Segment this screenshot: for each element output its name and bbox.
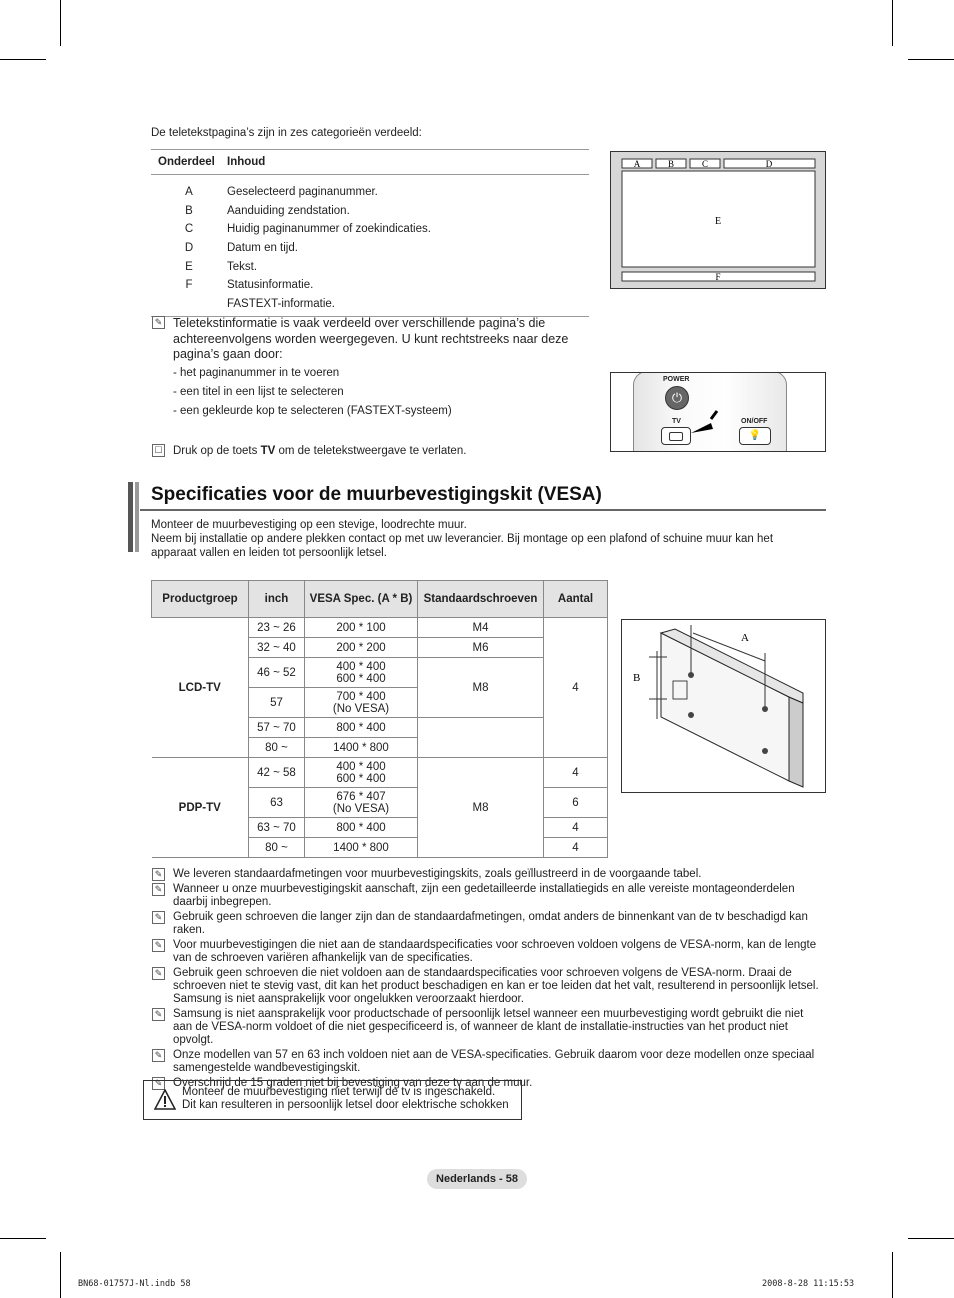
note-text: Onze modellen van 57 en 63 inch voldoen niet aan de VESA-specificaties. Gebruik daarom voor deze modellen onze speciaal samengestelde wandbevestigingskit. [173,1049,815,1074]
table-header [151,150,589,175]
tv-label: TV [672,418,681,425]
header-group: Productgroep [152,581,249,618]
note-icon: ✎ [152,316,165,329]
cell-screw: M4 [418,618,544,638]
row-part: E [185,260,193,273]
row-part: A [185,186,193,199]
footer-file: BN68-01757J-Nl.indb 58 [78,1279,191,1289]
row-part: B [185,204,193,217]
note-icon: ☐ [152,444,165,457]
note-text: Overschrijd de 15 graden niet bij bevestiging van deze tv aan de muur. [173,1077,533,1089]
warning-line: Dit kan resulteren in persoonlijk letsel door elektrische schokken [182,1099,509,1111]
note-icon: ✎ [152,1049,165,1062]
note-text: Wanneer u onze muurbevestigingskit aanschaft, zijn een gedetailleerde installatiegids en alle vereiste montageonderdelen daarbij inbegrepen. [173,883,795,908]
teletext-table [151,149,589,317]
note-bullet: - het paginanummer in te voeren [173,366,340,379]
note-text: Voor muurbevestigingen die niet aan de standaardspecificaties voor schroeven voldoen volgens de VESA-norm, kan de lengte van de schroeven variëren afhankelijk van de specificaties. [173,939,817,964]
light-icon: 💡 [739,427,771,445]
row-content: Statusinformatie. [227,279,314,292]
notes-list [152,868,822,1092]
row-content: FASTEXT-informatie. [227,297,336,310]
cell-inch: 57 [249,688,305,718]
exit-note-after: om de teletekstweergave te verlaten. [275,445,467,457]
row-part: D [184,242,194,255]
label-b: B [667,159,675,169]
exit-note-key: TV [260,445,276,457]
teletext-note [152,316,592,421]
cell-spec: 676 * 407 (No VESA) [305,788,418,818]
label-e: E [714,216,722,227]
row-part: F [185,279,193,292]
cell-spec: 1400 * 800 [305,838,418,858]
power-label: POWER [663,376,690,383]
title-underline [140,509,826,511]
onoff-label: ON/OFF [741,418,768,425]
crop-mark [60,1252,61,1298]
header-inch: inch [249,581,305,618]
crop-mark [0,1238,46,1239]
table-row [151,257,589,276]
label-a: A [741,632,749,644]
cell-spec: 200 * 200 [305,638,418,658]
note-icon: ✎ [152,1008,165,1021]
cell-screw: M8 [418,758,544,858]
crop-mark [0,59,46,60]
cell-spec: 800 * 400 [305,718,418,738]
label-b: B [633,672,641,684]
pointer-arrow-icon [689,409,725,439]
note-bullet: - een gekleurde kop te selecteren (FASTEXT-systeem) [173,404,452,417]
note-icon: ✎ [152,911,165,924]
note-text: Gebruik geen schroeven die niet voldoen aan de standaardspecificaties voor schroeven volgens de VESA-norm. Draai de schroeven niet te stevig vast, dit kan het product beschadigen en kan er toe leiden dat het valt, resulterend in persoonlijk letsel. Samsung is niet aansprakelijk voor ongelukken veroorzaakt hierdoor. [173,967,819,1005]
page-label: Nederlands - 58 [427,1169,527,1189]
note-icon: ✎ [152,939,165,952]
tv-mount-diagram [621,619,826,793]
note-text: Gebruik geen schroeven die langer zijn dan de standaardafmetingen, omdat anders de binnenkant van de tv beschadigd kan raken. [173,911,808,936]
group-lcd: LCD-TV [152,618,249,758]
list-item [152,1008,822,1047]
table-row [151,239,589,258]
exit-note [152,444,466,458]
section-bar [135,482,139,552]
section-intro [151,518,811,560]
cell-spec: 200 * 100 [305,618,418,638]
label-d: D [765,159,773,169]
cell-count: 4 [544,838,608,858]
note-icon: ✎ [152,967,165,980]
row-part: C [184,223,194,236]
list-item [152,967,822,1006]
footer-stamp: 2008-8-28 11:15:53 [762,1279,855,1289]
cell-inch: 57 ~ 70 [249,718,305,738]
row-content: Geselecteerd paginanummer. [227,186,378,199]
crop-mark [60,0,61,46]
note-bullet: - een titel in een lijst te selecteren [173,385,344,398]
table-row [151,183,589,202]
row-content: Datum en tijd. [227,242,298,255]
section-bar [128,482,133,552]
header-screw: Standaardschroeven [418,581,544,618]
crop-mark [908,1238,954,1239]
table-row [151,202,589,221]
header-content: Inhoud [227,156,266,168]
list-item [152,868,822,881]
remote-illustration [610,372,826,452]
label-f: F [715,272,721,282]
exit-note-before: Druk op de toets [173,445,261,457]
cell-inch: 46 ~ 52 [249,658,305,688]
power-icon: ⏻ [665,386,689,410]
cell-inch: 63 ~ 70 [249,818,305,838]
cell-screw: M6 [418,638,544,658]
cell-inch: 80 ~ [249,738,305,758]
list-item [152,911,822,937]
intro-line: Monteer de muurbevestiging op een stevige, loodrechte muur. [151,519,467,531]
note-icon: ✎ [152,868,165,881]
row-content: Tekst. [227,260,258,273]
label-c: C [701,159,709,169]
cell-screw: M8 [418,658,544,718]
note-text: Samsung is niet aansprakelijk voor productschade of persoonlijk letsel wanneer een muurbevestiging wordt gebruikt die niet aan de VESA-norm voldoet of die niet gespecificeerd is, of wanneer de klant de installatie-instructies van het product niet opvolgt. [173,1008,804,1046]
cell-spec: 800 * 400 [305,818,418,838]
crop-mark [908,59,954,60]
note-icon: ✎ [152,1077,165,1090]
warning-icon [154,1089,176,1111]
cell-spec: 400 * 400 600 * 400 [305,658,418,688]
group-pdp: PDP-TV [152,758,249,858]
header-spec: VESA Spec. (A * B) [305,581,418,618]
cell-spec: 400 * 400 600 * 400 [305,758,418,788]
cell-count: 4 [544,618,608,758]
warning-line: Monteer de muurbevestiging niet terwijl de tv is ingeschakeld. [182,1086,496,1098]
cell-count: 6 [544,788,608,818]
teletext-screen-diagram [610,151,826,289]
row-content: Huidig paginanummer of zoekindicaties. [227,223,431,236]
cell-inch: 63 [249,788,305,818]
table-row [151,295,589,314]
section-title: Specificaties voor de muurbevestigingskit (VESA) [151,484,602,505]
cell-inch: 32 ~ 40 [249,638,305,658]
crop-mark [892,1252,893,1298]
list-item [152,883,822,909]
cell-spec: 700 * 400 (No VESA) [305,688,418,718]
row-content: Aanduiding zendstation. [227,204,350,217]
list-item [152,939,822,965]
cell-inch: 23 ~ 26 [249,618,305,638]
note-text: Teletekstinformatie is vaak verdeeld over verschillende pagina’s die achtereenvolgens worden weergegeven. U kunt rechtstreeks naar deze pagina’s gaan door: [173,316,569,361]
vesa-table [151,580,608,858]
table-row [151,220,589,239]
intro-line: Neem bij installatie op andere plekken contact op met uw leverancier. Bij montage op een plafond of schuine muur kan het apparaat vallen en leiden tot persoonlijk letsel. [151,533,774,559]
header-part: Onderdeel [158,156,215,168]
cell-inch: 80 ~ [249,838,305,858]
note-text: We leveren standaardafmetingen voor muurbevestigingskits, zoals geïllustreerd in de voorgaande tabel. [173,868,702,880]
cell-spec: 1400 * 800 [305,738,418,758]
table-row [151,276,589,295]
cell-count: 4 [544,758,608,788]
crop-mark [892,0,893,46]
header-count: Aantal [544,581,608,618]
cell-count: 4 [544,818,608,838]
intro-text: De teletekstpagina’s zijn in zes categorieën verdeeld: [151,127,422,139]
cell-screw-empty [418,718,544,758]
tv-button [661,427,691,445]
warning-box [143,1080,522,1120]
cell-inch: 42 ~ 58 [249,758,305,788]
label-a: A [633,159,641,169]
list-item [152,1049,822,1075]
note-icon: ✎ [152,883,165,896]
